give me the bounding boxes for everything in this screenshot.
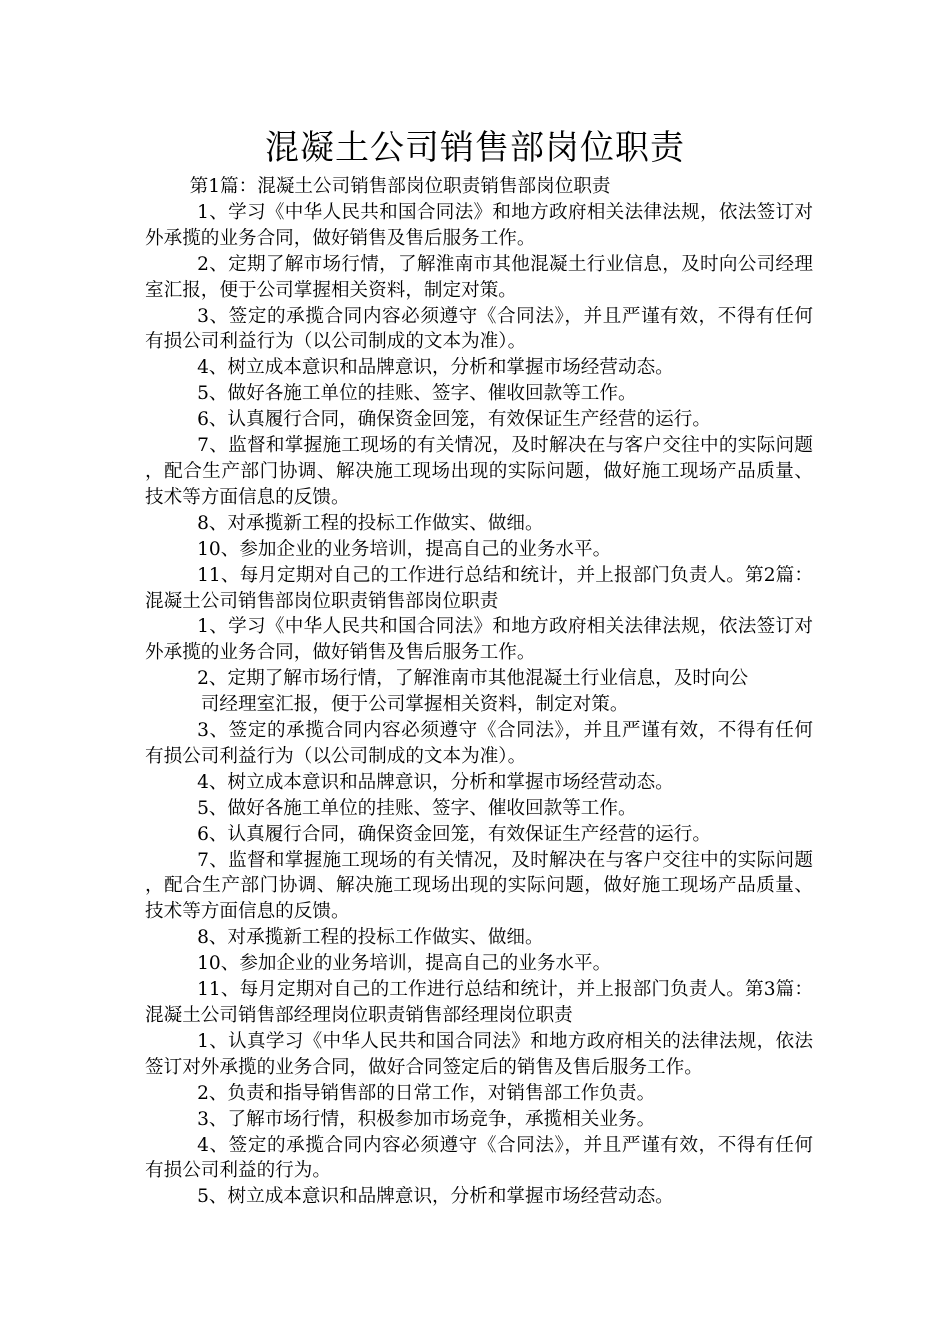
paragraph: 2、负责和指导销售部的日常工作，对销售部工作负责。: [197, 1082, 656, 1104]
paragraph: 2、定期了解市场行情，了解淮南市其他混凝土行业信息，及时向公: [197, 668, 749, 690]
section-heading: 第1篇：混凝土公司销售部岗位职责销售部岗位职责: [189, 176, 611, 197]
paragraph: 1、认真学习《中华人民共和国合同法》和地方政府相关的法律法规，依法签订对外承揽的业务合同，做好合同签定后的销售及售后服务工作。: [145, 1030, 813, 1078]
paragraph: 1、学习《中华人民共和国合同法》和地方政府相关法律法规，依法签订对外承揽的业务合同，做好销售及售后服务工作。: [145, 616, 813, 664]
paragraph: 5、做好各施工单位的挂账、签字、催收回款等工作。: [197, 797, 637, 819]
paragraph: 11、每月定期对自己的工作进行总结和统计，并上报部门负责人。第2篇：混凝土公司销售部岗位职责销售部岗位职责: [145, 564, 813, 612]
paragraph: 4、树立成本意识和品牌意识，分析和掌握市场经营动态。: [197, 771, 674, 793]
paragraph: 3、签定的承揽合同内容必须遵守《合同法》，并且严谨有效，不得有任何有损公司利益行为（以公司制成的文本为准）。: [145, 305, 813, 353]
paragraph: 10、参加企业的业务培训，提高自己的业务水平。: [197, 538, 612, 560]
paragraph: 1、学习《中华人民共和国合同法》和地方政府相关法律法规，依法签订对外承揽的业务合同，做好销售及售后服务工作。: [145, 201, 813, 249]
paragraph: 3、了解市场行情，积极参加市场竞争，承揽相关业务。: [197, 1108, 656, 1130]
paragraph: 11、每月定期对自己的工作进行总结和统计，并上报部门负责人。第3篇：混凝土公司销售部经理岗位职责销售部经理岗位职责: [145, 979, 813, 1026]
document-body: [145, 174, 813, 1210]
paragraph: 7、监督和掌握施工现场的有关情况，及时解决在与客户交往中的实际问题，配合生产部门协调、解决施工现场出现的实际问题，做好施工现场产品质量、技术等方面信息的反馈。: [145, 849, 813, 923]
document-title: 混凝土公司销售部岗位职责: [265, 128, 685, 168]
paragraph: 4、签定的承揽合同内容必须遵守《合同法》，并且严谨有效，不得有任何有损公司利益的行为。: [145, 1134, 813, 1182]
paragraph: 4、树立成本意识和品牌意识，分析和掌握市场经营动态。: [197, 357, 674, 379]
paragraph: 8、对承揽新工程的投标工作做实、做细。: [197, 512, 544, 534]
paragraph: 6、认真履行合同，确保资金回笼，有效保证生产经营的运行。: [197, 823, 711, 845]
paragraph: 10、参加企业的业务培训，提高自己的业务水平。: [197, 953, 612, 975]
paragraph: 司经理室汇报，便于公司掌握相关资料，制定对策。: [200, 694, 629, 716]
paragraph: 2、定期了解市场行情，了解淮南市其他混凝土行业信息，及时向公司经理室汇报，便于公司掌握相关资料，制定对策。: [145, 253, 813, 301]
paragraph: 5、做好各施工单位的挂账、签字、催收回款等工作。: [197, 383, 637, 405]
paragraph: 5、树立成本意识和品牌意识，分析和掌握市场经营动态。: [197, 1186, 674, 1208]
paragraph: 7、监督和掌握施工现场的有关情况，及时解决在与客户交往中的实际问题，配合生产部门协调、解决施工现场出现的实际问题，做好施工现场产品质量、技术等方面信息的反馈。: [145, 435, 813, 508]
paragraph: 3、签定的承揽合同内容必须遵守《合同法》，并且严谨有效，不得有任何有损公司利益行为（以公司制成的文本为准）。: [145, 720, 813, 767]
paragraph: 8、对承揽新工程的投标工作做实、做细。: [197, 927, 544, 949]
paragraph: 6、认真履行合同，确保资金回笼，有效保证生产经营的运行。: [197, 409, 711, 431]
